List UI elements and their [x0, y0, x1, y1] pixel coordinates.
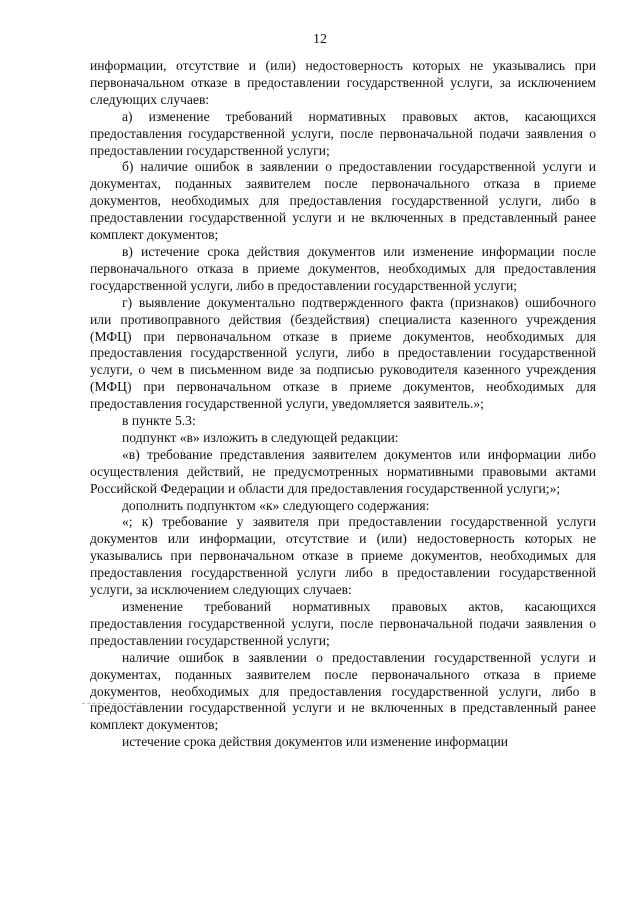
- paragraph-subclause-k-instruction: дополнить подпунктом «к» следующего содержания:: [122, 497, 430, 513]
- paragraph-continuation: информации, отсутствие и (или) недостоверность которых не указывались при первоначальном отказе в предоставлении государственной услуги, за исключением следующих случаев:: [90, 58, 596, 107]
- paragraph-item-a: а) изменение требований нормативных правовых актов, касающихся предоставления государственной услуги, после первоначальной подачи заявления о предоставлении государственной услуги;: [90, 108, 596, 158]
- paragraph-case-3: истечение срока действия документов или изменение информации: [122, 734, 509, 750]
- paragraph-clause-5-3: в пункте 5.3:: [122, 413, 196, 429]
- scan-artifact-line: [82, 703, 142, 704]
- paragraph-subclause-k-text: «; к) требование у заявителя при предоставлении государственной услуги документов или информации, отсутствие и (или) недостоверность которых не указывались при первоначальном отказе в приеме документов, необходимых для предоставления государственной услуги либо в предоставлении государственной услуги, за исключением следующих случаев:: [90, 514, 596, 598]
- paragraph-case-1: изменение требований нормативных правовых актов, касающихся предоставления государственной услуги, после первоначальной подачи заявления о предоставлении государственной услуги;: [90, 599, 596, 648]
- paragraph-subclause-v-instruction: подпункт «в» изложить в следующей редакции:: [122, 429, 399, 445]
- paragraph-subclause-v-text: «в) требование представления заявителем документов или информации либо осуществления действий, не предусмотренных нормативными правовыми актами Российской Федерации и области для предоставления государственной услуги;»;: [90, 446, 596, 496]
- paragraph-item-v: в) истечение срока действия документов или изменение информации после первоначального отказа в приеме документов, необходимых для предоставления государственной услуги, либо в предоставлении государственной услуги;: [90, 243, 596, 293]
- paragraph-item-b: б) наличие ошибок в заявлении о предоставлении государственной услуги и документах, поданных заявителем после первоначального отказа в приеме документов, необходимых для предоставления государственной услуги, либо в предоставлении государственной услуги и не включенных в представленный ранее комплект документов;: [90, 159, 596, 243]
- paragraph-item-g: г) выявление документально подтвержденного факта (признаков) ошибочного или противоправного действия (бездействия) специалиста казенного учреждения (МФЦ) при первоначальном отказе в приеме документов, необходимых для предоставления государственной услуги, либо в предоставлении государственной услуги, о чем в письменном виде за подписью руководителя казенного учреждения (МФЦ) при первоначальном отказе в приеме документов, необходимых для предоставления государственной услуги, уведомляется заявитель.»;: [90, 294, 596, 412]
- page-number: 12: [313, 32, 327, 47]
- paragraph-case-2: наличие ошибок в заявлении о предоставлении государственной услуги и документах, поданных заявителем после первоначального отказа в приеме документов, необходимых для предоставления государственной услуги, либо в предоставлении государственной услуги и не включенных в представленный ранее комплект документов;: [90, 649, 596, 733]
- document-body: [90, 58, 596, 751]
